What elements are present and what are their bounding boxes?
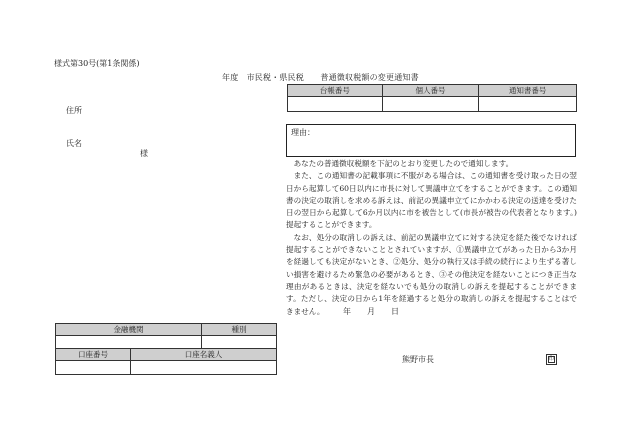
bank-account-table <box>55 323 277 375</box>
personal-number-cell <box>382 97 479 112</box>
address-label: 住所 <box>66 106 82 115</box>
notice-number-header: 通知書番号 <box>479 85 577 97</box>
notice-body <box>286 158 577 318</box>
body-paragraph: また、この通知書の記載事項に不服がある場合は、この通知書を受け取った日の翌日から起算して60日以内に市長に対して異議申立てをすることができます。この通知書の決定の取消しを求める訴えは、前記の異議申立てにかかわる決定の送達を受けた日の翌日から起算して6か月以内に市を被告として(市長が被告の代表者となります。)提起することができます。 <box>286 171 577 230</box>
date-line: 年 月 日 <box>343 307 399 316</box>
account-type-cell <box>202 336 277 349</box>
notice-number-cell <box>479 97 577 112</box>
personal-number-header: 個人番号 <box>382 85 479 97</box>
bank-name-cell <box>56 336 202 349</box>
ledger-number-header: 台帳番号 <box>288 85 383 97</box>
seal-char: 印 <box>549 356 555 362</box>
account-number-cell <box>56 361 131 375</box>
document-title: 年度 市民税・県民税 普通徴収税額の変更通知書 <box>222 73 419 82</box>
bank-name-header: 金融機関 <box>56 324 202 336</box>
body-paragraph: あなたの普通徴収税額を下記のとおり変更したので通知します。 <box>293 159 514 168</box>
seal-icon <box>546 354 557 365</box>
reason-box <box>286 124 576 157</box>
reason-label: 理由： <box>291 128 315 137</box>
id-number-table <box>287 84 577 112</box>
form-number: 様式第30号(第1条関係) <box>54 59 140 68</box>
name-label: 氏名 <box>66 139 82 148</box>
account-number-header: 口座番号 <box>56 349 131 361</box>
account-holder-cell <box>131 361 277 375</box>
body-paragraph: なお、処分の取消しの訴えは、前記の異議申立てに対する決定を経た後でなければ提起することができないこととされていますが、①異議申立てがあった日から3か月を経過しても決定がないとき、②処分、処分の執行又は手続の続行により生ずる著しい損害を避けるため緊急の必要があるとき、③その他決定を経ないことにつき正当な理由があるときは、決定を経ないでも処分の取消しの訴えを提起することができます。ただし、決定の日から1年を経過すると処分の取消しの訴えを提起することはできません。 <box>286 232 577 316</box>
issuer-name: 熊野市長 <box>402 355 434 364</box>
account-holder-header: 口座名義人 <box>131 349 277 361</box>
ledger-number-cell <box>288 97 383 112</box>
account-type-header: 種別 <box>202 324 277 336</box>
honorific: 様 <box>140 149 148 158</box>
